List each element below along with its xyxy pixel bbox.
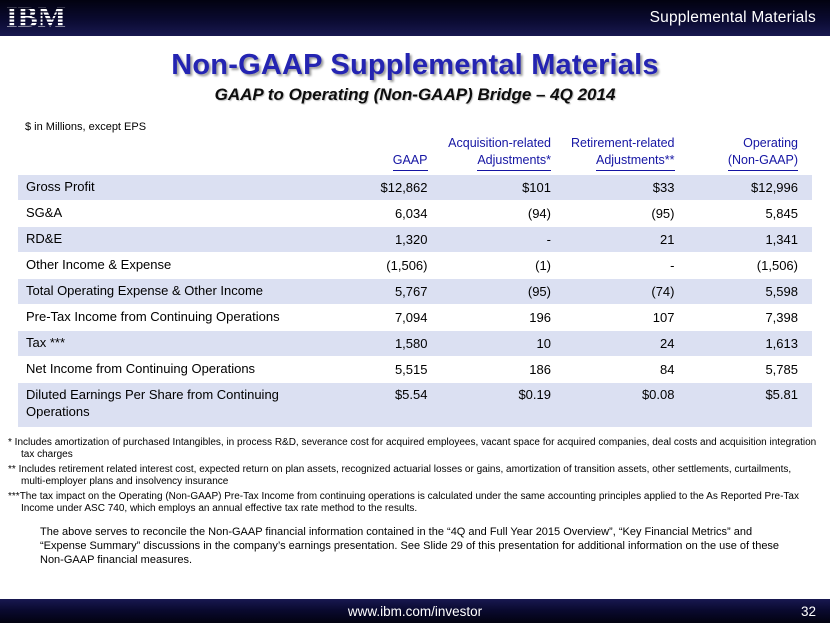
footnote [8,437,818,461]
cell-acquisition: 196 [529,309,551,325]
cell-retirement: 107 [652,309,675,325]
cell-operating: 5,845 [765,205,798,221]
cell-gaap: 5,767 [394,283,428,299]
table-row [18,279,812,305]
cell-retirement: (95) [651,205,675,221]
footnote-marker: ** [8,463,19,475]
footnote [8,464,818,488]
table-row [18,175,812,201]
cell-acquisition: $0.19 [518,386,551,402]
cell-operating: 7,398 [765,309,798,325]
table-row [18,253,812,279]
row-label: RD&E [26,230,63,246]
cell-gaap: $5.54 [394,386,428,402]
cell-retirement: 21 [660,231,675,247]
svg-text:IBM: IBM [6,2,66,30]
row-label: SG&A [26,204,63,220]
footnote-marker: * [8,436,15,448]
cell-acquisition: 186 [529,361,551,377]
cell-acquisition: (1) [535,257,551,273]
header-right-label: Supplemental Materials [649,9,816,26]
cell-retirement: $0.08 [641,386,675,402]
row-label: Pre-Tax Income from Continuing Operations [26,308,280,324]
row-label: Other Income & Expense [26,256,172,272]
table-row [18,383,812,428]
footnote [8,491,818,515]
page-title: Non-GAAP Supplemental Materials [171,49,659,81]
page-number: 32 [800,603,816,619]
column-header-acquisition: Acquisition-related Adjustments* [442,135,566,171]
footnote-text: The tax impact on the Operating (Non-GAAP) Pre-Tax Income from continuing operations is calculated under the same accounting principles applied to the As Reported Pre-Tax Income under ASC 740, which employs an annual effective tax rate method to the results. [19,491,799,515]
column-header-operating: Operating (Non-GAAP) [689,135,813,171]
cell-retirement: (74) [651,283,675,299]
cell-gaap: 6,034 [394,205,428,221]
top-bar [0,0,830,36]
page-subtitle: GAAP to Operating (Non-GAAP) Bridge – 4Q 2014 [214,85,616,104]
table-body [18,174,812,428]
row-label: Diluted Earnings Per Share from Continuing Operations [26,386,279,419]
bottom-bar [0,599,830,623]
table-row [18,357,812,383]
row-label: Tax *** [26,334,66,350]
cell-acquisition: 10 [536,335,551,351]
column-header-retirement: Retirement-related Adjustments** [565,135,689,171]
cell-acquisition: $101 [522,179,551,195]
table-row [18,305,812,331]
row-label: Total Operating Expense & Other Income [26,282,264,298]
footnote-text: Includes amortization of purchased Intangibles, in process R&D, severance cost for acquired employees, vacant space for acquired companies, deal costs and acquisition integration tax charges [14,436,817,460]
row-label: Net Income from Continuing Operations [26,360,256,376]
table-header-row [18,135,812,174]
table-row [18,227,812,253]
footnote-text: Includes retirement related interest cost, expected return on plan assets, recognized actuarial losses or gains, amortization of transition assets, other settlements, curtailments, multi-employer plans and insolvency insurance [18,463,792,488]
cell-gaap: $12,862 [380,179,428,195]
cell-retirement: 24 [660,335,675,351]
reconciliation-note: The above serves to reconcile the Non-GAAP financial information contained in the “4Q and Full Year 2015 Overview”, “Key Financial Metrics” and “Expense Summary” discussions in the company’s earnings presentation. See Slide 29 of this presentation for additional information on the use of these Non-GAAP financial measures. [40,525,780,567]
column-header-gaap: GAAP [318,152,442,171]
footnote-marker: *** [8,491,20,503]
cell-gaap: 5,515 [394,361,428,377]
cell-operating: 1,613 [765,335,798,351]
cell-acquisition: (94) [527,205,551,221]
cell-operating: 5,785 [765,361,798,377]
cell-retirement: $33 [652,179,675,195]
cell-gaap: 1,580 [394,335,428,351]
cell-gaap: 7,094 [394,309,428,325]
cell-gaap: (1,506) [386,257,428,273]
cell-operating: $5.81 [765,386,798,402]
footnotes [8,437,818,516]
ibm-logo [6,0,72,36]
row-label: Gross Profit [26,178,95,194]
financial-table [18,135,812,428]
cell-acquisition: (95) [527,283,551,299]
cell-operating: $12,996 [751,179,798,195]
cell-retirement: 84 [660,361,675,377]
table-row [18,331,812,357]
table-row [18,201,812,227]
cell-retirement: - [670,257,675,273]
cell-operating: 1,341 [765,231,798,247]
units-note: $ in Millions, except EPS [25,121,147,133]
cell-operating: (1,506) [756,257,798,273]
cell-operating: 5,598 [765,283,798,299]
cell-acquisition: - [546,231,551,247]
footer-url: www.ibm.com/investor [347,603,483,619]
cell-gaap: 1,320 [394,231,428,247]
